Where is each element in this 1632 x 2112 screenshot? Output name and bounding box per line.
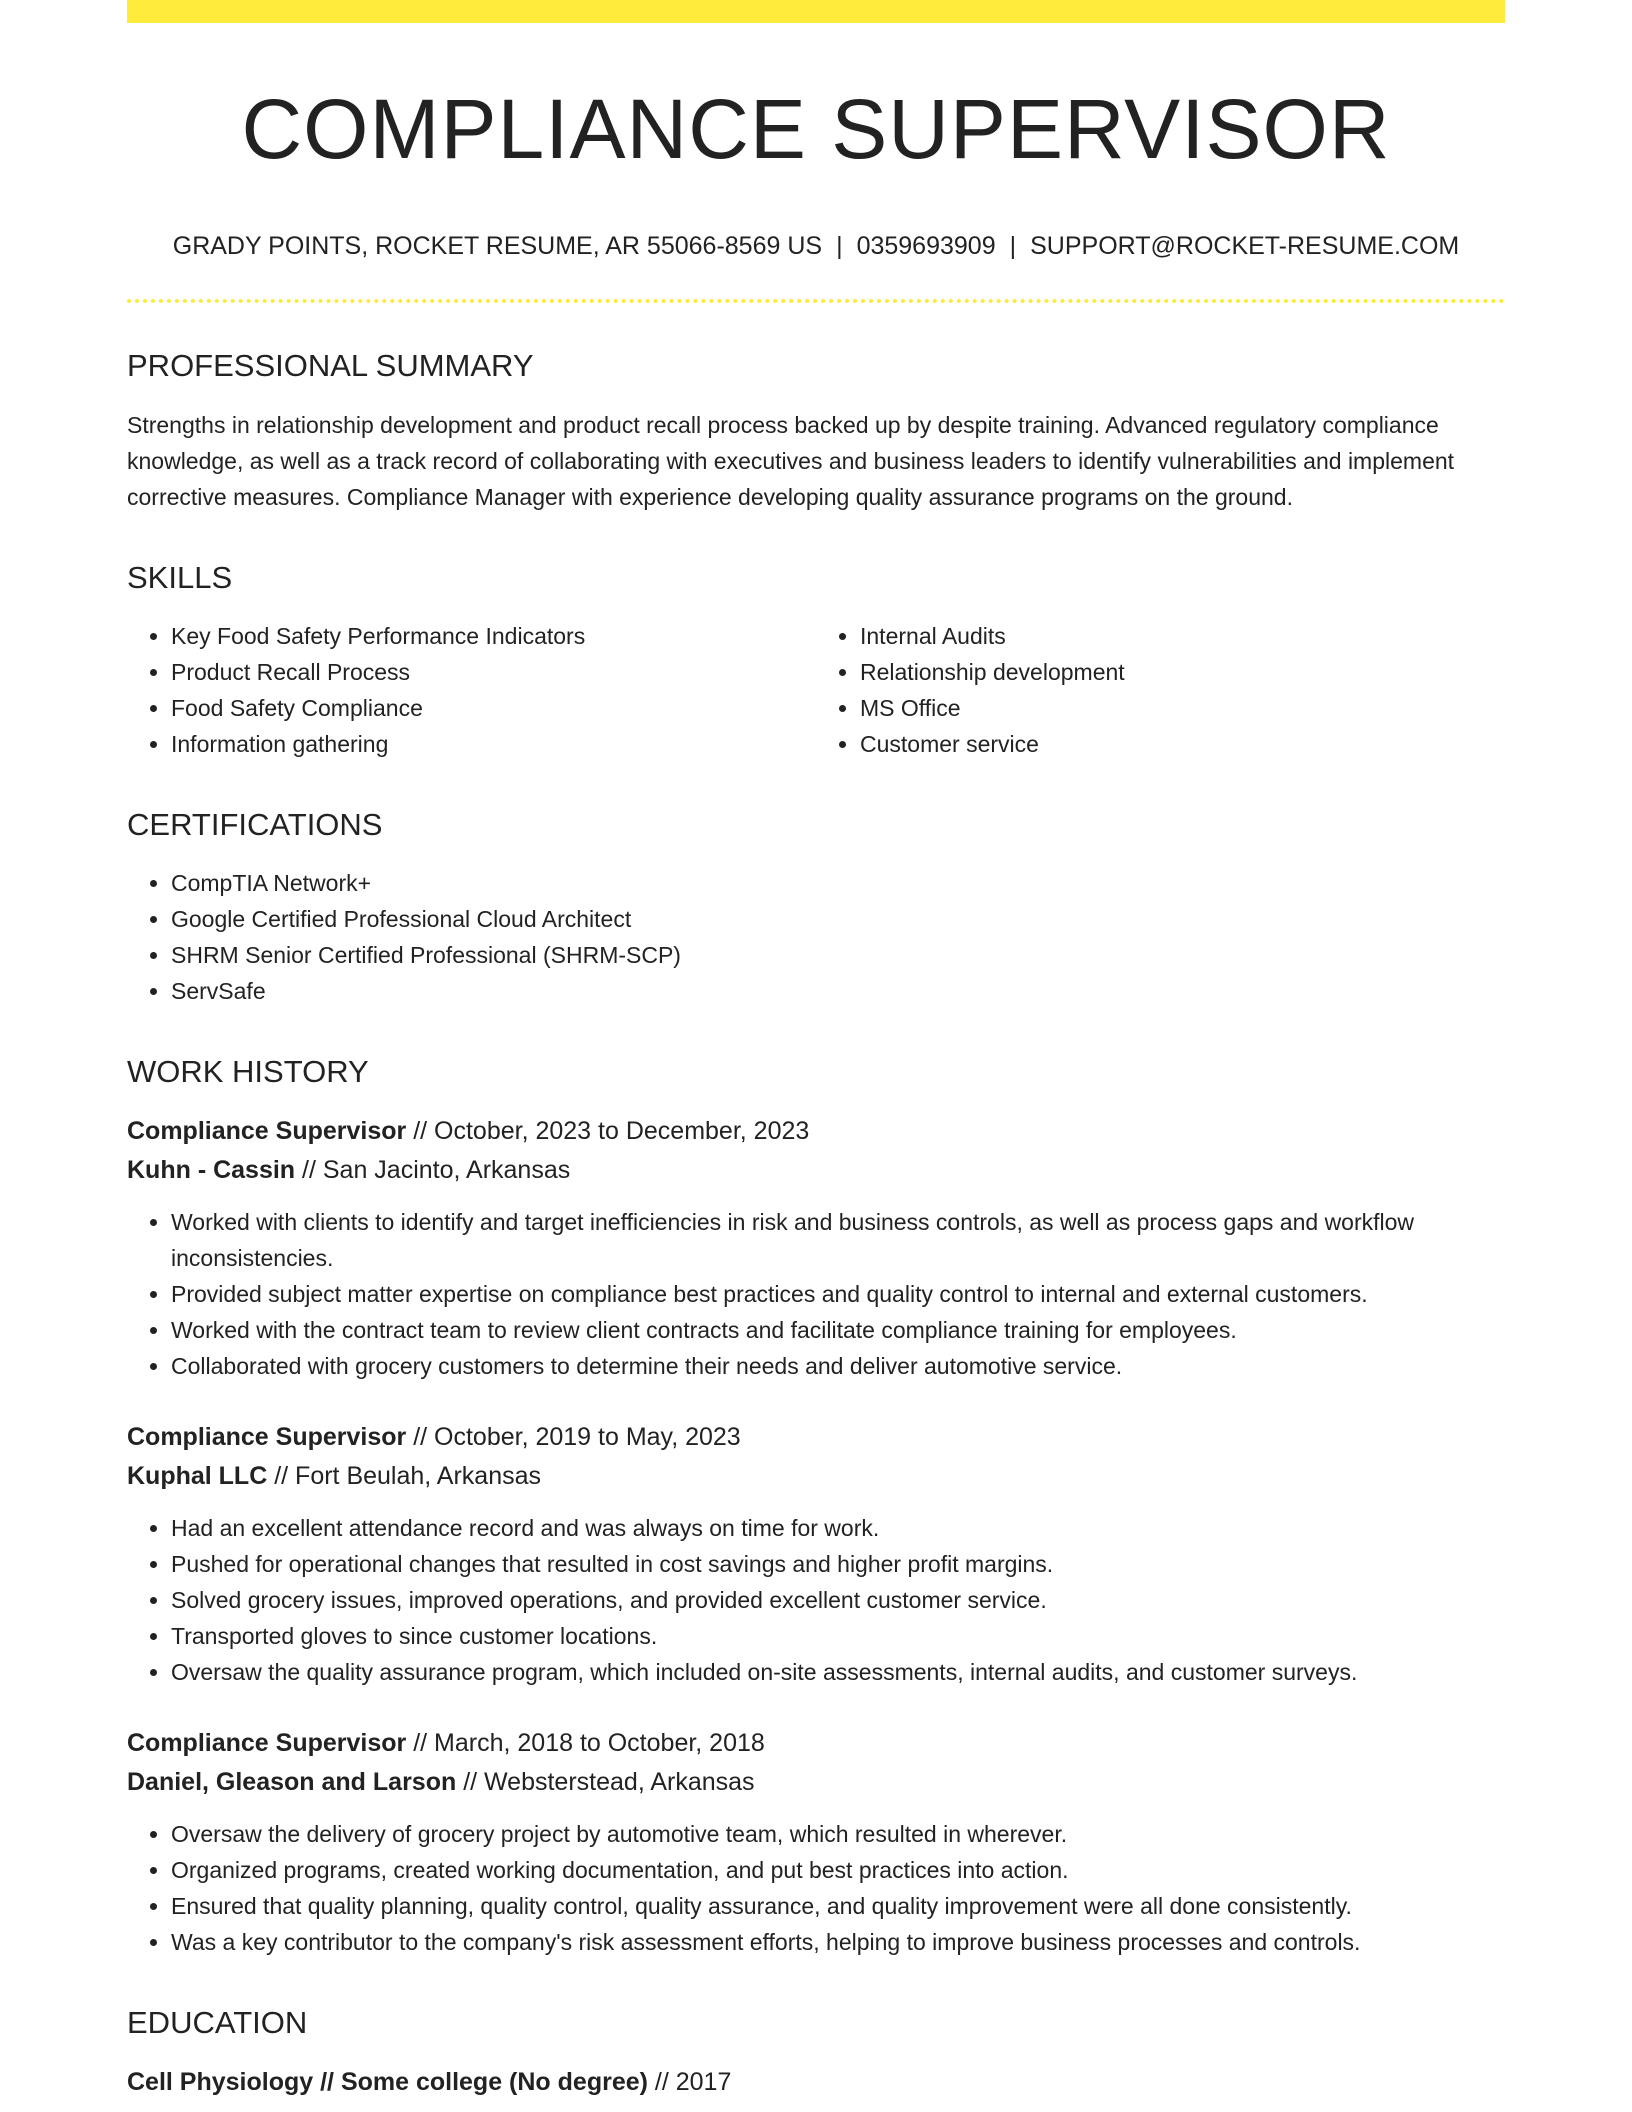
contact-phone: 0359693909 [856,232,996,261]
job-bullets [127,1204,1505,1384]
job-company-line [127,1457,1505,1496]
job-bullets [127,1816,1505,1960]
skill-item: • Internal Audits [860,618,1505,654]
skill-item: • Product Recall Process [171,654,816,690]
job-location: // San Jacinto, Arkansas [295,1156,571,1185]
job-entry [127,1112,1505,1384]
education-degree: Cell Physiology // Some college (No degree) [127,2068,648,2097]
certification-item: • Google Certified Professional Cloud Architect [171,901,1505,937]
skills-columns [127,618,1505,762]
job-dates: // October, 2019 to May, 2023 [406,1423,741,1452]
work-history-heading: WORK HISTORY [127,1053,369,1089]
skill-item: • Customer service [860,726,1505,762]
job-bullet: • Provided subject matter expertise on compliance best practices and quality control to internal and external customers. [171,1276,1505,1312]
job-bullet: • Collaborated with grocery customers to determine their needs and deliver automotive service. [171,1348,1505,1384]
job-role: Compliance Supervisor [127,1423,407,1452]
skills-section [127,559,1505,762]
job-bullet: • Organized programs, created working documentation, and put best practices into action. [171,1852,1505,1888]
skills-heading: SKILLS [127,559,233,595]
certification-item: • ServSafe [171,973,1505,1009]
skill-item: • Information gathering [171,726,816,762]
certification-item: • CompTIA Network+ [171,865,1505,901]
certifications-section [127,806,1505,1009]
education-section [127,2004,1505,2102]
job-bullet: • Worked with the contract team to review client contracts and facilitate compliance training for employees. [171,1312,1505,1348]
job-company: Daniel, Gleason and Larson [127,1768,457,1797]
job-dates: // October, 2023 to December, 2023 [406,1117,810,1146]
job-role: Compliance Supervisor [127,1117,407,1146]
education-year: // 2017 [647,2068,732,2097]
job-company-line [127,1763,1505,1802]
job-company-line [127,1151,1505,1190]
contact-email: SUPPORT@ROCKET-RESUME.COM [1030,232,1460,261]
job-bullet: • Worked with clients to identify and target inefficiencies in risk and business controls, as well as process gaps and workflow inconsistencies. [171,1204,1505,1276]
certifications-heading: CERTIFICATIONS [127,806,383,842]
certifications-list [127,865,1505,1009]
job-bullet: • Was a key contributor to the company's risk assessment efforts, helping to improve business processes and controls. [171,1924,1505,1960]
certification-item: • SHRM Senior Certified Professional (SHRM-SCP) [171,937,1505,973]
contact-address: GRADY POINTS, ROCKET RESUME, AR 55066-8569 US [172,232,823,261]
resume-title: COMPLIANCE SUPERVISOR [241,82,1391,176]
skills-list-right [816,618,1505,762]
job-entry [127,1418,1505,1690]
education-entry [127,2063,1505,2102]
job-bullet: • Transported gloves to since customer locations. [171,1618,1505,1654]
skill-item: • Key Food Safety Performance Indicators [171,618,816,654]
skill-item: • Food Safety Compliance [171,690,816,726]
skill-item: • MS Office [860,690,1505,726]
summary-section [127,347,1505,514]
summary-text: Strengths in relationship development and product recall process backed up by despite training. Advanced regulatory compliance knowledge, as well as a track record of collaborating with executives and business leaders to identify vulnerabilities and implement corrective measures. Compliance Manager with experience developing quality assurance programs on the ground. [127,411,1455,510]
work-history-section [127,1053,1505,1960]
skills-list-left [127,618,816,762]
job-bullets [127,1510,1505,1690]
summary-heading: PROFESSIONAL SUMMARY [127,348,534,384]
job-location: // Fort Beulah, Arkansas [267,1462,542,1491]
job-dates: // March, 2018 to October, 2018 [406,1729,765,1758]
resume-page [127,0,1505,2102]
contact-separator: | [1009,232,1017,261]
dotted-divider [127,299,1505,303]
job-company: Kuphal LLC [127,1462,268,1491]
job-bullet: • Ensured that quality planning, quality control, quality assurance, and quality improvement were all done consistently. [171,1888,1505,1924]
job-title-line [127,1724,1505,1763]
job-bullet: • Had an excellent attendance record and was always on time for work. [171,1510,1505,1546]
contact-separator: | [836,232,843,261]
job-location: // Websterstead, Arkansas [456,1768,755,1797]
contact-line [127,231,1505,261]
education-heading: EDUCATION [127,2005,308,2041]
job-company: Kuhn - Cassin [127,1156,296,1185]
job-bullet: • Solved grocery issues, improved operations, and provided excellent customer service. [171,1582,1505,1618]
job-title-line [127,1418,1505,1457]
top-accent-bar [127,0,1505,23]
job-bullet: • Oversaw the delivery of grocery project by automotive team, which resulted in wherever. [171,1816,1505,1852]
job-bullet: • Oversaw the quality assurance program, which included on-site assessments, internal audits, and customer surveys. [171,1654,1505,1690]
skill-item: • Relationship development [860,654,1505,690]
job-role: Compliance Supervisor [127,1729,407,1758]
job-bullet: • Pushed for operational changes that resulted in cost savings and higher profit margins. [171,1546,1505,1582]
job-title-line [127,1112,1505,1151]
job-entry [127,1724,1505,1960]
